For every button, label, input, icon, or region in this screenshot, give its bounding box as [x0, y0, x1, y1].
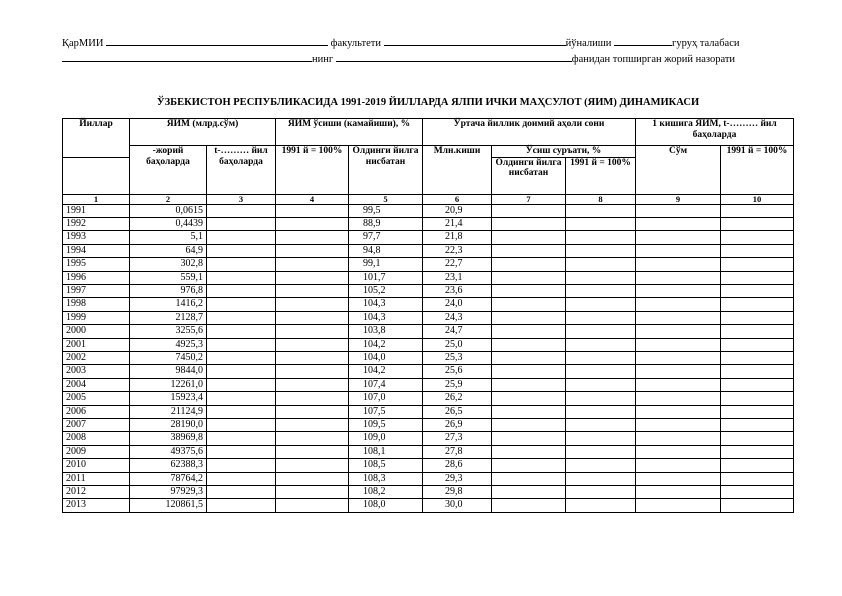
cell-growth-prev: 108,5 — [349, 459, 423, 472]
header-line-2 — [62, 52, 735, 65]
cell-per-capita-1991 — [721, 298, 794, 311]
cell-pop-rate-1991 — [566, 432, 636, 445]
cell-pop-rate-prev — [492, 284, 566, 297]
cell-per-capita-1991 — [721, 231, 794, 244]
cell-growth-prev: 99,5 — [349, 204, 423, 217]
header-growth-1991: 1991 й = 100% — [276, 146, 349, 195]
cell-gdp-base — [207, 405, 276, 418]
years-spacer — [63, 157, 130, 194]
cell-growth-1991 — [276, 499, 349, 512]
cell-pop-rate-1991 — [566, 472, 636, 485]
cell-growth-1991 — [276, 244, 349, 257]
cell-gdp-current: 49375,6 — [130, 445, 207, 458]
cell-per-capita-sum — [636, 392, 721, 405]
cell-year: 2008 — [63, 432, 130, 445]
direction-blank[interactable] — [384, 36, 566, 46]
cell-per-capita-1991 — [721, 325, 794, 338]
col-number: 5 — [349, 194, 423, 204]
header-gdp-base: t-……… йил баҳоларда — [207, 146, 276, 195]
cell-pop-rate-prev — [492, 311, 566, 324]
cell-growth-prev: 108,0 — [349, 499, 423, 512]
cell-year: 2003 — [63, 365, 130, 378]
cell-per-capita-sum — [636, 459, 721, 472]
cell-gdp-current: 7450,2 — [130, 351, 207, 364]
subject-blank[interactable] — [336, 52, 572, 62]
cell-gdp-base — [207, 311, 276, 324]
table-row — [63, 244, 794, 257]
cell-pop-rate-1991 — [566, 405, 636, 418]
header-pop-prev: Олдинги йилга нисбатан — [492, 157, 566, 194]
col-number: 3 — [207, 194, 276, 204]
cell-pop-rate-prev — [492, 298, 566, 311]
org-label: ҚарМИИ — [62, 38, 104, 49]
cell-growth-1991 — [276, 459, 349, 472]
cell-year: 2002 — [63, 351, 130, 364]
cell-gdp-current: 0,0615 — [130, 204, 207, 217]
header-line-1 — [62, 36, 739, 49]
cell-gdp-base — [207, 365, 276, 378]
col-number: 9 — [636, 194, 721, 204]
header-pop-1991: 1991 й = 100% — [566, 157, 636, 194]
cell-per-capita-1991 — [721, 405, 794, 418]
cell-population: 21,8 — [423, 231, 492, 244]
cell-growth-1991 — [276, 311, 349, 324]
cell-growth-prev: 107,0 — [349, 392, 423, 405]
cell-year: 2001 — [63, 338, 130, 351]
cell-pop-rate-1991 — [566, 499, 636, 512]
cell-population: 24,3 — [423, 311, 492, 324]
cell-population: 26,9 — [423, 419, 492, 432]
cell-gdp-base — [207, 231, 276, 244]
cell-pop-rate-prev — [492, 459, 566, 472]
cell-per-capita-1991 — [721, 459, 794, 472]
cell-pop-rate-prev — [492, 378, 566, 391]
cell-year: 1996 — [63, 271, 130, 284]
cell-gdp-base — [207, 499, 276, 512]
cell-year: 2010 — [63, 459, 130, 472]
header-gdp: ЯИМ (млрд.сўм) — [130, 119, 276, 146]
cell-year: 1998 — [63, 298, 130, 311]
cell-growth-prev: 107,4 — [349, 378, 423, 391]
cell-per-capita-1991 — [721, 499, 794, 512]
cell-per-capita-1991 — [721, 486, 794, 499]
cell-population: 25,9 — [423, 378, 492, 391]
cell-population: 26,5 — [423, 405, 492, 418]
direction-label: йўналиши — [565, 38, 612, 49]
cell-growth-1991 — [276, 298, 349, 311]
cell-growth-prev: 99,1 — [349, 258, 423, 271]
cell-growth-prev: 97,7 — [349, 231, 423, 244]
cell-population: 21,4 — [423, 217, 492, 230]
cell-gdp-base — [207, 378, 276, 391]
cell-pop-rate-1991 — [566, 204, 636, 217]
cell-per-capita-sum — [636, 298, 721, 311]
cell-growth-1991 — [276, 231, 349, 244]
cell-per-capita-sum — [636, 419, 721, 432]
cell-pop-rate-1991 — [566, 445, 636, 458]
cell-gdp-current: 15923,4 — [130, 392, 207, 405]
table-row — [63, 445, 794, 458]
cell-population: 20,9 — [423, 204, 492, 217]
table-row — [63, 392, 794, 405]
faculty-label: факультети — [330, 38, 381, 49]
cell-per-capita-sum — [636, 445, 721, 458]
cell-pop-rate-prev — [492, 486, 566, 499]
cell-year: 1997 — [63, 284, 130, 297]
cell-pop-rate-prev — [492, 365, 566, 378]
cell-growth-prev: 101,7 — [349, 271, 423, 284]
document-title: ЎЗБЕКИСТОН РЕСПУБЛИКАСИДА 1991-2019 ЙИЛЛАРДА ЯЛПИ ИЧКИ МАҲСУЛОТ (ЯИМ) ДИНАМИКАСИ — [156, 97, 700, 108]
cell-pop-rate-1991 — [566, 298, 636, 311]
cell-year: 2005 — [63, 392, 130, 405]
cell-per-capita-1991 — [721, 392, 794, 405]
table-row — [63, 365, 794, 378]
cell-pop-rate-1991 — [566, 325, 636, 338]
cell-gdp-current: 12261,0 — [130, 378, 207, 391]
cell-gdp-base — [207, 459, 276, 472]
cell-pop-rate-1991 — [566, 217, 636, 230]
cell-year: 2013 — [63, 499, 130, 512]
cell-per-capita-sum — [636, 405, 721, 418]
cell-growth-1991 — [276, 419, 349, 432]
cell-growth-prev: 109,0 — [349, 432, 423, 445]
cell-gdp-base — [207, 445, 276, 458]
cell-population: 29,3 — [423, 472, 492, 485]
cell-pop-rate-prev — [492, 258, 566, 271]
cell-per-capita-sum — [636, 486, 721, 499]
cell-year: 1992 — [63, 217, 130, 230]
cell-gdp-current: 0,4439 — [130, 217, 207, 230]
cell-population: 25,3 — [423, 351, 492, 364]
cell-population: 22,7 — [423, 258, 492, 271]
cell-year: 2009 — [63, 445, 130, 458]
cell-population: 28,6 — [423, 459, 492, 472]
cell-population: 27,3 — [423, 432, 492, 445]
cell-per-capita-1991 — [721, 365, 794, 378]
group-blank[interactable] — [614, 36, 672, 46]
cell-per-capita-1991 — [721, 284, 794, 297]
cell-population: 24,0 — [423, 298, 492, 311]
header-per-capita-1991: 1991 й = 100% — [721, 146, 794, 195]
cell-growth-prev: 104,2 — [349, 338, 423, 351]
cell-growth-prev: 88,9 — [349, 217, 423, 230]
cell-year: 1991 — [63, 204, 130, 217]
cell-gdp-current: 559,1 — [130, 271, 207, 284]
gdp-table — [62, 118, 794, 513]
cell-growth-1991 — [276, 351, 349, 364]
cell-gdp-current: 21124,9 — [130, 405, 207, 418]
cell-gdp-base — [207, 258, 276, 271]
cell-growth-prev: 107,5 — [349, 405, 423, 418]
table-row — [63, 419, 794, 432]
cell-gdp-current: 78764,2 — [130, 472, 207, 485]
cell-population: 22,3 — [423, 244, 492, 257]
header-growth-prev: Олдинги йилга нисбатан — [349, 146, 423, 195]
table-row — [63, 486, 794, 499]
cell-year: 2000 — [63, 325, 130, 338]
cell-year: 2004 — [63, 378, 130, 391]
col-number: 6 — [423, 194, 492, 204]
table-row — [63, 258, 794, 271]
faculty-blank[interactable] — [106, 36, 328, 46]
cell-growth-1991 — [276, 432, 349, 445]
header-gdp-current: -жорий баҳоларда — [130, 146, 207, 195]
table-row — [63, 271, 794, 284]
cell-gdp-current: 5,1 — [130, 231, 207, 244]
cell-per-capita-1991 — [721, 311, 794, 324]
cell-pop-rate-prev — [492, 351, 566, 364]
cell-pop-rate-prev — [492, 231, 566, 244]
cell-growth-1991 — [276, 392, 349, 405]
cell-year: 1993 — [63, 231, 130, 244]
table-row — [63, 459, 794, 472]
cell-growth-1991 — [276, 204, 349, 217]
cell-gdp-base — [207, 271, 276, 284]
cell-growth-1991 — [276, 217, 349, 230]
cell-pop-rate-1991 — [566, 284, 636, 297]
cell-gdp-current: 976,8 — [130, 284, 207, 297]
cell-per-capita-sum — [636, 271, 721, 284]
cell-growth-prev: 108,2 — [349, 486, 423, 499]
cell-gdp-base — [207, 486, 276, 499]
cell-gdp-base — [207, 217, 276, 230]
cell-population: 25,6 — [423, 365, 492, 378]
cell-per-capita-sum — [636, 244, 721, 257]
cell-pop-rate-1991 — [566, 419, 636, 432]
cell-gdp-current: 120861,5 — [130, 499, 207, 512]
table-row — [63, 311, 794, 324]
cell-per-capita-1991 — [721, 271, 794, 284]
header-years: Йиллар — [63, 119, 130, 158]
cell-per-capita-1991 — [721, 338, 794, 351]
cell-pop-rate-1991 — [566, 231, 636, 244]
table-row — [63, 405, 794, 418]
cell-pop-rate-1991 — [566, 378, 636, 391]
cell-per-capita-sum — [636, 311, 721, 324]
col-number: 10 — [721, 194, 794, 204]
cell-growth-prev: 109,5 — [349, 419, 423, 432]
cell-year: 1994 — [63, 244, 130, 257]
cell-population: 26,2 — [423, 392, 492, 405]
cell-growth-prev: 94,8 — [349, 244, 423, 257]
table-row — [63, 378, 794, 391]
cell-growth-1991 — [276, 325, 349, 338]
table-row — [63, 499, 794, 512]
cell-year: 1995 — [63, 258, 130, 271]
cell-per-capita-sum — [636, 351, 721, 364]
cell-per-capita-1991 — [721, 258, 794, 271]
cell-per-capita-sum — [636, 217, 721, 230]
cell-growth-prev: 104,2 — [349, 365, 423, 378]
cell-pop-rate-prev — [492, 217, 566, 230]
cell-gdp-base — [207, 284, 276, 297]
cell-pop-rate-1991 — [566, 459, 636, 472]
header-pop-mln: Млн.киши — [423, 146, 492, 195]
table-body — [63, 204, 794, 512]
cell-per-capita-1991 — [721, 351, 794, 364]
cell-population: 24,7 — [423, 325, 492, 338]
table-row — [63, 204, 794, 217]
cell-pop-rate-prev — [492, 445, 566, 458]
cell-growth-prev: 104,0 — [349, 351, 423, 364]
cell-year: 2011 — [63, 472, 130, 485]
assignment-label: фанидан топширган жорий назорати — [571, 54, 736, 65]
cell-pop-rate-1991 — [566, 486, 636, 499]
cell-per-capita-1991 — [721, 419, 794, 432]
cell-growth-1991 — [276, 472, 349, 485]
cell-gdp-current: 28190,0 — [130, 419, 207, 432]
cell-population: 23,1 — [423, 271, 492, 284]
cell-pop-rate-prev — [492, 432, 566, 445]
cell-gdp-base — [207, 338, 276, 351]
cell-gdp-current: 38969,8 — [130, 432, 207, 445]
col-number: 1 — [63, 194, 130, 204]
cell-pop-rate-1991 — [566, 365, 636, 378]
cell-population: 25,0 — [423, 338, 492, 351]
cell-pop-rate-1991 — [566, 392, 636, 405]
cell-per-capita-1991 — [721, 445, 794, 458]
cell-pop-rate-1991 — [566, 311, 636, 324]
cell-per-capita-sum — [636, 432, 721, 445]
cell-pop-rate-prev — [492, 271, 566, 284]
cell-per-capita-sum — [636, 284, 721, 297]
cell-pop-rate-prev — [492, 419, 566, 432]
cell-growth-prev: 104,3 — [349, 298, 423, 311]
cell-gdp-current: 9844,0 — [130, 365, 207, 378]
table-row — [63, 231, 794, 244]
cell-per-capita-sum — [636, 499, 721, 512]
cell-gdp-current: 4925,3 — [130, 338, 207, 351]
cell-per-capita-1991 — [721, 472, 794, 485]
cell-gdp-base — [207, 392, 276, 405]
student-name-blank[interactable] — [62, 52, 312, 62]
cell-gdp-current: 97929,3 — [130, 486, 207, 499]
cell-gdp-base — [207, 351, 276, 364]
table-row — [63, 338, 794, 351]
cell-growth-1991 — [276, 271, 349, 284]
cell-pop-rate-prev — [492, 392, 566, 405]
cell-per-capita-sum — [636, 472, 721, 485]
cell-gdp-base — [207, 204, 276, 217]
cell-year: 1999 — [63, 311, 130, 324]
header-per-capita-sum: Сўм — [636, 146, 721, 195]
cell-growth-1991 — [276, 365, 349, 378]
table-row — [63, 472, 794, 485]
cell-growth-1991 — [276, 258, 349, 271]
cell-pop-rate-1991 — [566, 244, 636, 257]
cell-per-capita-1991 — [721, 378, 794, 391]
table-row — [63, 217, 794, 230]
cell-growth-prev: 103,8 — [349, 325, 423, 338]
header-per-capita: 1 кишига ЯИМ, t-……… йил баҳоларда — [636, 119, 794, 146]
cell-growth-prev: 108,3 — [349, 472, 423, 485]
cell-year: 2006 — [63, 405, 130, 418]
group-label: гуруҳ талабаси — [672, 38, 740, 49]
cell-per-capita-sum — [636, 204, 721, 217]
cell-pop-rate-1991 — [566, 271, 636, 284]
cell-per-capita-1991 — [721, 217, 794, 230]
col-number: 2 — [130, 194, 207, 204]
header-pop-rate: Ўсиш суръати, % — [492, 146, 636, 158]
cell-gdp-current: 3255,6 — [130, 325, 207, 338]
cell-per-capita-sum — [636, 378, 721, 391]
cell-pop-rate-prev — [492, 499, 566, 512]
cell-growth-1991 — [276, 405, 349, 418]
cell-growth-prev: 104,3 — [349, 311, 423, 324]
table-row — [63, 298, 794, 311]
cell-per-capita-1991 — [721, 204, 794, 217]
cell-gdp-current: 62388,3 — [130, 459, 207, 472]
cell-per-capita-1991 — [721, 244, 794, 257]
col-number: 7 — [492, 194, 566, 204]
cell-population: 23,6 — [423, 284, 492, 297]
cell-gdp-current: 64,9 — [130, 244, 207, 257]
cell-gdp-current: 2128,7 — [130, 311, 207, 324]
table-row — [63, 284, 794, 297]
cell-pop-rate-prev — [492, 204, 566, 217]
of-label: нинг — [312, 54, 334, 65]
cell-gdp-base — [207, 244, 276, 257]
cell-per-capita-sum — [636, 231, 721, 244]
cell-per-capita-sum — [636, 365, 721, 378]
cell-growth-prev: 108,1 — [349, 445, 423, 458]
cell-pop-rate-prev — [492, 325, 566, 338]
cell-pop-rate-1991 — [566, 351, 636, 364]
cell-pop-rate-prev — [492, 472, 566, 485]
cell-pop-rate-prev — [492, 338, 566, 351]
cell-per-capita-sum — [636, 325, 721, 338]
table-row — [63, 351, 794, 364]
cell-per-capita-1991 — [721, 432, 794, 445]
cell-population: 29,8 — [423, 486, 492, 499]
cell-population: 30,0 — [423, 499, 492, 512]
cell-pop-rate-prev — [492, 244, 566, 257]
header-gdp-growth: ЯИМ ўсиши (камайиши), % — [276, 119, 423, 146]
col-number: 8 — [566, 194, 636, 204]
cell-per-capita-sum — [636, 338, 721, 351]
table-row — [63, 432, 794, 445]
cell-gdp-base — [207, 325, 276, 338]
cell-gdp-base — [207, 298, 276, 311]
col-number: 4 — [276, 194, 349, 204]
cell-pop-rate-1991 — [566, 258, 636, 271]
cell-gdp-base — [207, 472, 276, 485]
cell-gdp-current: 1416,2 — [130, 298, 207, 311]
cell-growth-1991 — [276, 284, 349, 297]
cell-pop-rate-prev — [492, 405, 566, 418]
cell-growth-1991 — [276, 445, 349, 458]
header-population: Ўртача йиллик доимий аҳоли сони — [423, 119, 636, 146]
cell-per-capita-sum — [636, 258, 721, 271]
cell-growth-1991 — [276, 486, 349, 499]
table-row — [63, 325, 794, 338]
cell-growth-prev: 105,2 — [349, 284, 423, 297]
cell-gdp-base — [207, 432, 276, 445]
cell-year: 2007 — [63, 419, 130, 432]
cell-pop-rate-1991 — [566, 338, 636, 351]
cell-gdp-base — [207, 419, 276, 432]
cell-growth-1991 — [276, 338, 349, 351]
cell-gdp-current: 302,8 — [130, 258, 207, 271]
cell-year: 2012 — [63, 486, 130, 499]
cell-population: 27,8 — [423, 445, 492, 458]
cell-growth-1991 — [276, 378, 349, 391]
